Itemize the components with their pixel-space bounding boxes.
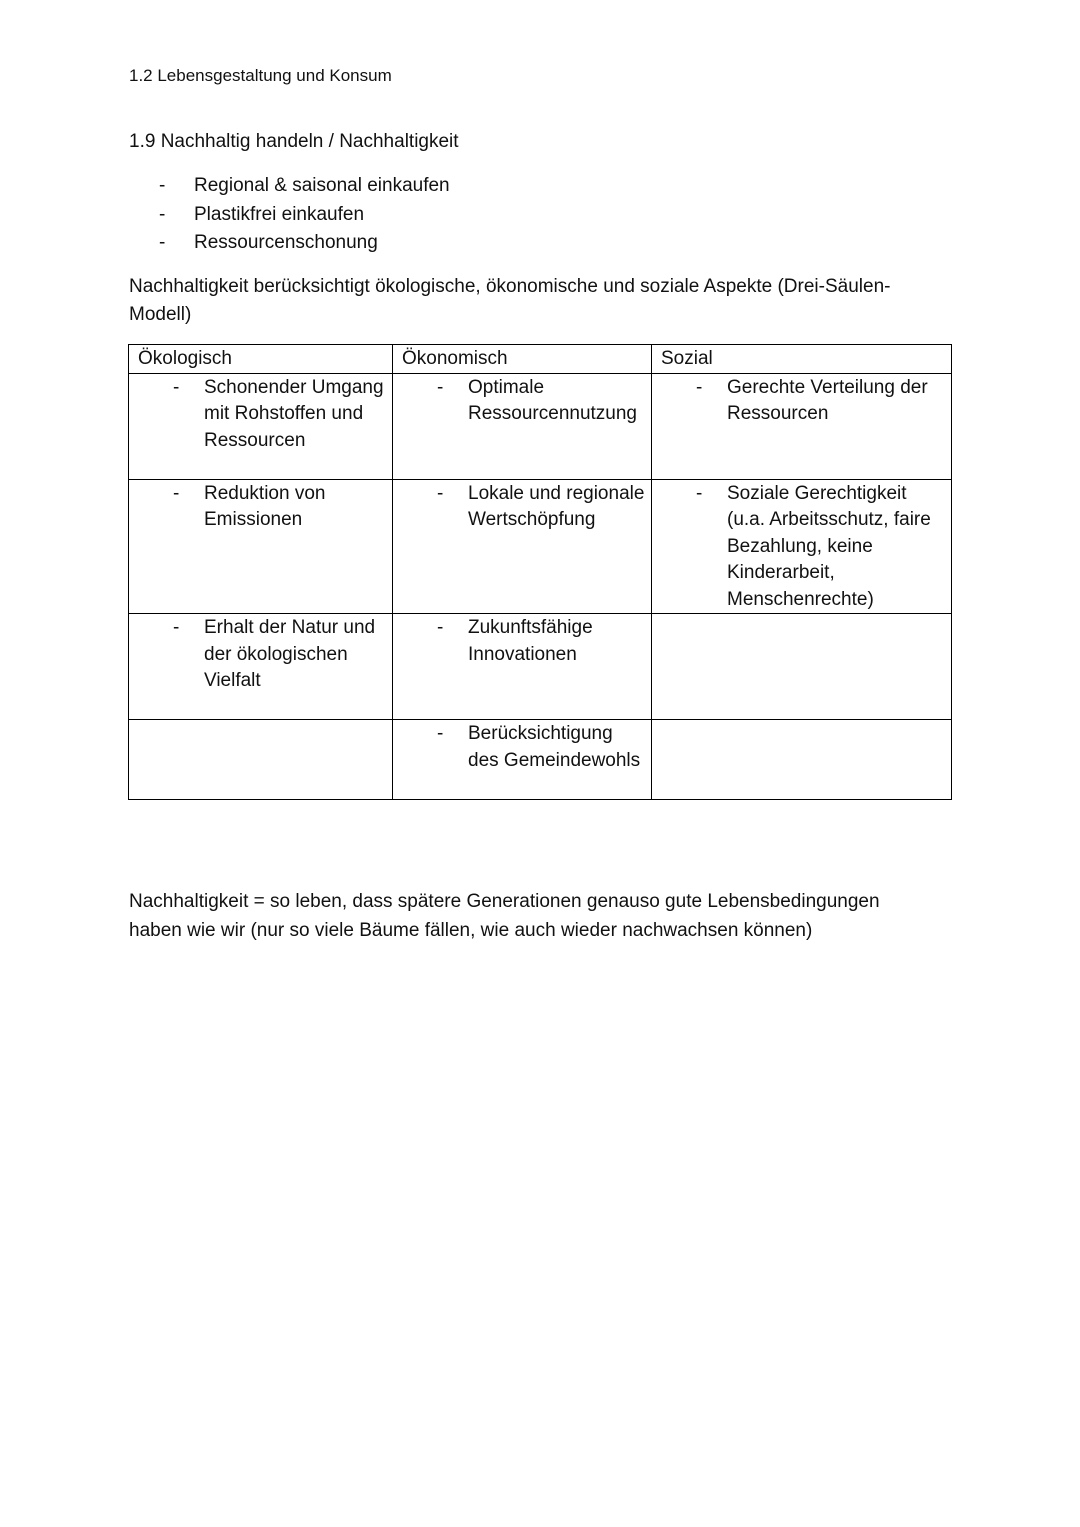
page-header: 1.2 Lebensgestaltung und Konsum xyxy=(129,66,392,85)
bullet-list xyxy=(129,172,450,258)
cell-bullet-item xyxy=(393,614,651,668)
table-cell xyxy=(393,373,652,479)
column-header-economic: Ökonomisch xyxy=(393,345,652,374)
table-cell-empty xyxy=(129,720,393,800)
cell-bullet-item xyxy=(393,480,651,534)
table-cell-empty xyxy=(652,614,952,720)
bullet-dash: - xyxy=(437,723,444,744)
cell-bullet-item xyxy=(652,374,951,428)
cell-text: Gerechte Verteilung der Ressourcen xyxy=(727,376,928,424)
bullet-dash: - xyxy=(437,482,444,504)
cell-bullet-item xyxy=(393,720,651,774)
table-cell xyxy=(393,614,652,720)
cell-text: Optimale Ressourcennutzung xyxy=(468,376,637,424)
bullet-dash: - xyxy=(696,482,703,504)
cell-bullet-item xyxy=(129,480,392,534)
table-header-row xyxy=(129,345,952,374)
table-row xyxy=(129,720,952,800)
bullet-dash: - xyxy=(437,376,444,398)
bullet-dash: - xyxy=(173,617,180,638)
table-cell xyxy=(393,720,652,800)
bullet-dash: - xyxy=(159,175,166,196)
cell-text: Erhalt der Natur und der ökologischen Vielfalt xyxy=(204,617,376,691)
section-title: 1.9 Nachhaltig handeln / Nachhaltigkeit xyxy=(129,131,459,152)
cell-bullet-item xyxy=(393,374,651,428)
table-cell xyxy=(652,479,952,614)
cell-bullet-item xyxy=(129,374,392,455)
bullet-dash: - xyxy=(159,232,166,253)
table-cell xyxy=(652,373,952,479)
cell-text: Berücksichtigung des Gemeindewohls xyxy=(468,723,641,771)
cell-text: Zukunftsfähige Innovationen xyxy=(468,617,593,665)
table-cell xyxy=(129,479,393,614)
table-cell-empty xyxy=(652,720,952,800)
bullet-dash: - xyxy=(159,203,166,225)
definition-paragraph: Nachhaltigkeit = so leben, dass spätere Generationen genauso gute Lebensbedingungen haben wie wir (nur so viele Bäume fällen, wie auch wieder nachwachsen können) xyxy=(129,891,880,941)
bullet-dash: - xyxy=(173,482,180,504)
table-cell xyxy=(129,373,393,479)
column-header-ecological: Ökologisch xyxy=(129,345,393,374)
list-item xyxy=(129,229,450,258)
cell-text: Lokale und regionale Wertschöpfung xyxy=(468,482,645,530)
table-row xyxy=(129,614,952,720)
column-header-social: Sozial xyxy=(652,345,952,374)
intro-paragraph: Nachhaltigkeit berücksichtigt ökologische, ökonomische und soziale Aspekte (Drei-Säulen-Modell) xyxy=(129,276,891,325)
table-row xyxy=(129,479,952,614)
bullet-dash: - xyxy=(173,376,180,398)
list-item-text: Ressourcenschonung xyxy=(194,232,378,253)
table-cell xyxy=(129,614,393,720)
table-cell xyxy=(393,479,652,614)
list-item xyxy=(129,201,450,230)
list-item xyxy=(129,172,450,201)
list-item-text: Plastikfrei einkaufen xyxy=(194,203,365,225)
cell-bullet-item xyxy=(129,614,392,695)
bullet-dash: - xyxy=(437,617,444,638)
cell-text: Schonender Umgang mit Rohstoffen und Ressourcen xyxy=(204,376,384,451)
bullet-dash: - xyxy=(696,376,703,398)
cell-text: Reduktion von Emissionen xyxy=(204,482,326,530)
cell-text: Soziale Gerechtigkeit (u.a. Arbeitsschutz, faire Bezahlung, keine Kinderarbeit, Menschenrechte) xyxy=(727,482,931,610)
cell-bullet-item xyxy=(652,480,951,614)
three-pillar-table xyxy=(128,344,952,800)
list-item-text: Regional & saisonal einkaufen xyxy=(194,175,450,196)
table-row xyxy=(129,373,952,479)
